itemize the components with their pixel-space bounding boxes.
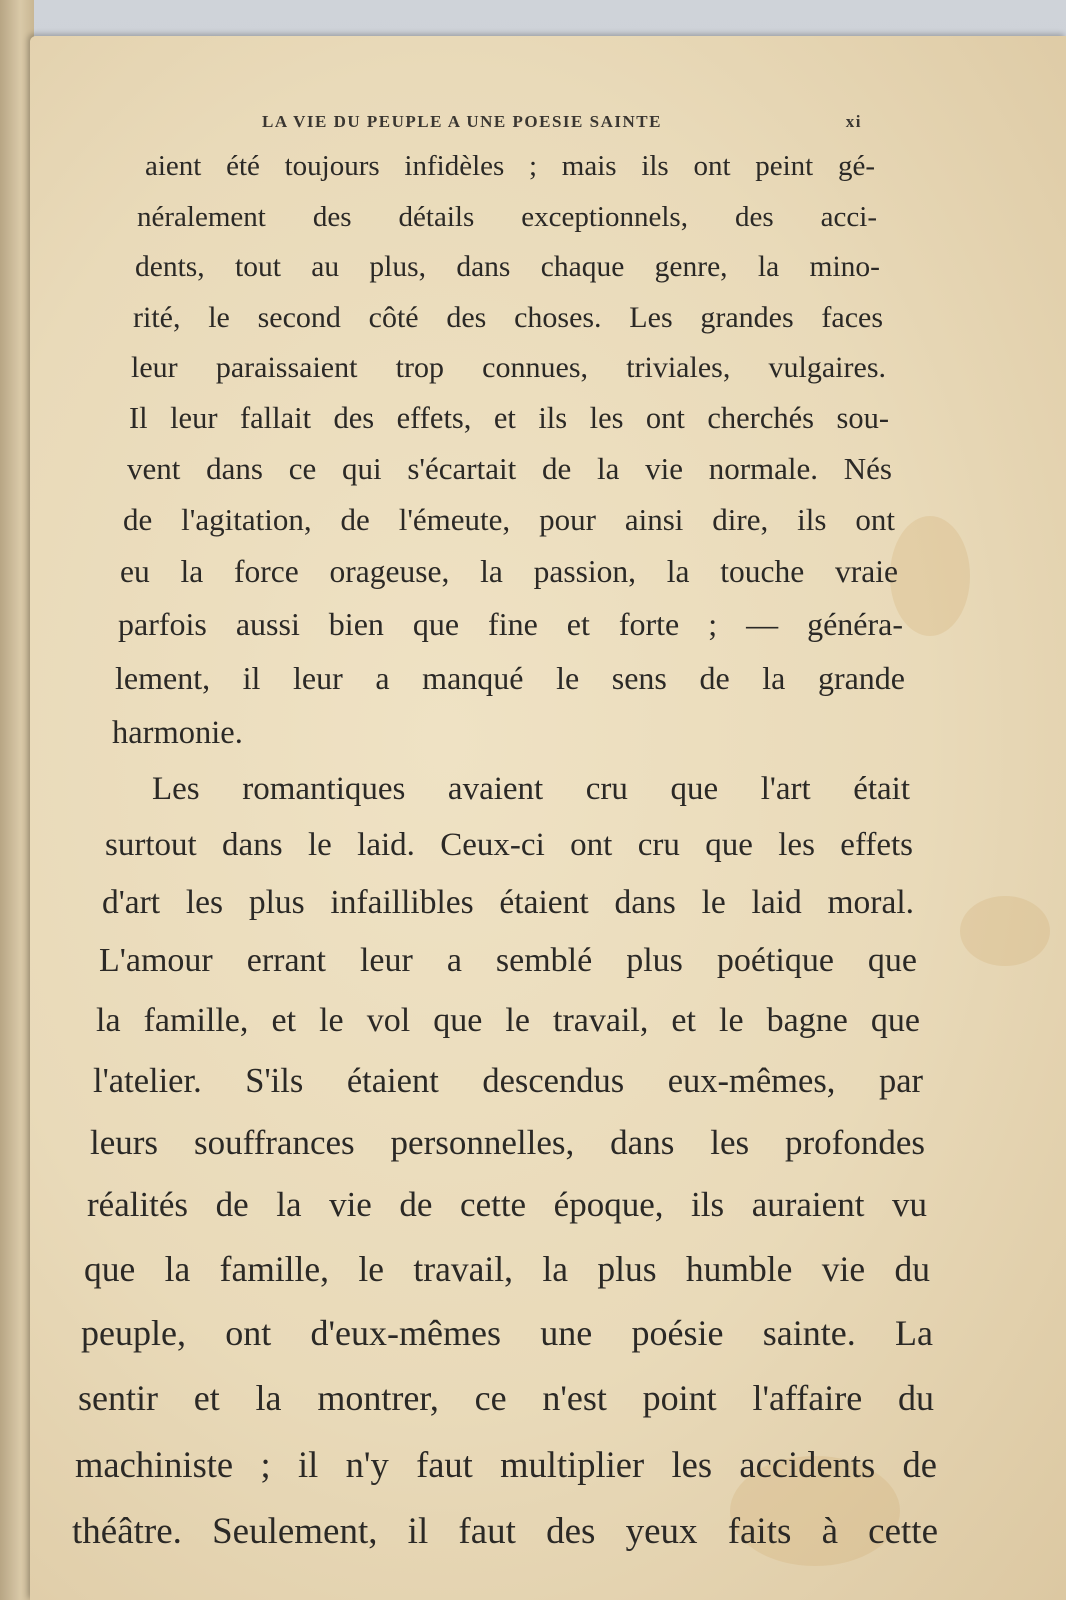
text-line: L'amour errant leur a semblé plus poétique que [99, 942, 917, 979]
text-line: d'art les plus infaillibles étaient dans le laid moral. [102, 884, 914, 921]
text-line: surtout dans le laid. Ceux-ci ont cru que les effets [105, 827, 913, 863]
text-line: vent dans ce qui s'écartait de la vie normale. Nés [127, 451, 892, 486]
text-line: peuple, ont d'eux-mêmes une poésie sainte. La [81, 1313, 933, 1353]
text-line: l'atelier. S'ils étaient descendus eux-mêmes, par [93, 1062, 923, 1100]
text-line: lement, il leur a manqué le sens de la grande [115, 660, 905, 696]
text-line: leur paraissaient trop connues, triviales, vulgaires. [131, 351, 886, 384]
text-line: de l'agitation, de l'émeute, pour ainsi dire, ils ont [123, 502, 895, 537]
text-line: dents, tout au plus, dans chaque genre, la mino- [135, 251, 880, 283]
text-line: eu la force orageuse, la passion, la touche vraie [120, 554, 898, 589]
text-line: Il leur fallait des effets, et ils les ont cherchés sou- [129, 401, 889, 435]
text-line: que la famille, le travail, la plus humble vie du [84, 1249, 930, 1289]
text-line: théâtre. Seulement, il faut des yeux faits à cette [72, 1511, 938, 1552]
page-number: xi [845, 112, 862, 131]
text-line: sentir et la montrer, ce n'est point l'affaire du [78, 1378, 934, 1418]
text-line: harmonie. [112, 715, 243, 751]
text-line: réalités de la vie de cette époque, ils auraient vu [87, 1185, 927, 1224]
text-line: parfois aussi bien que fine et forte ; — généra- [118, 606, 903, 642]
text-line: leurs souffrances personnelles, dans les profondes [90, 1123, 925, 1162]
text-line: Les romantiques avaient cru que l'art était [152, 771, 910, 807]
text-line: machiniste ; il n'y faut multiplier les accidents de [75, 1444, 937, 1485]
text-line: la famille, et le vol que le travail, et le bagne que [96, 1002, 920, 1039]
text-line: aient été toujours infidèles ; mais ils ont peint gé- [145, 150, 875, 182]
text-line: rité, le second côté des choses. Les grandes faces [133, 301, 883, 334]
text-line: néralement des détails exceptionnels, des acci- [137, 201, 877, 233]
running-head-title: LA VIE DU PEUPLE A UNE POESIE SAINTE [262, 112, 662, 131]
